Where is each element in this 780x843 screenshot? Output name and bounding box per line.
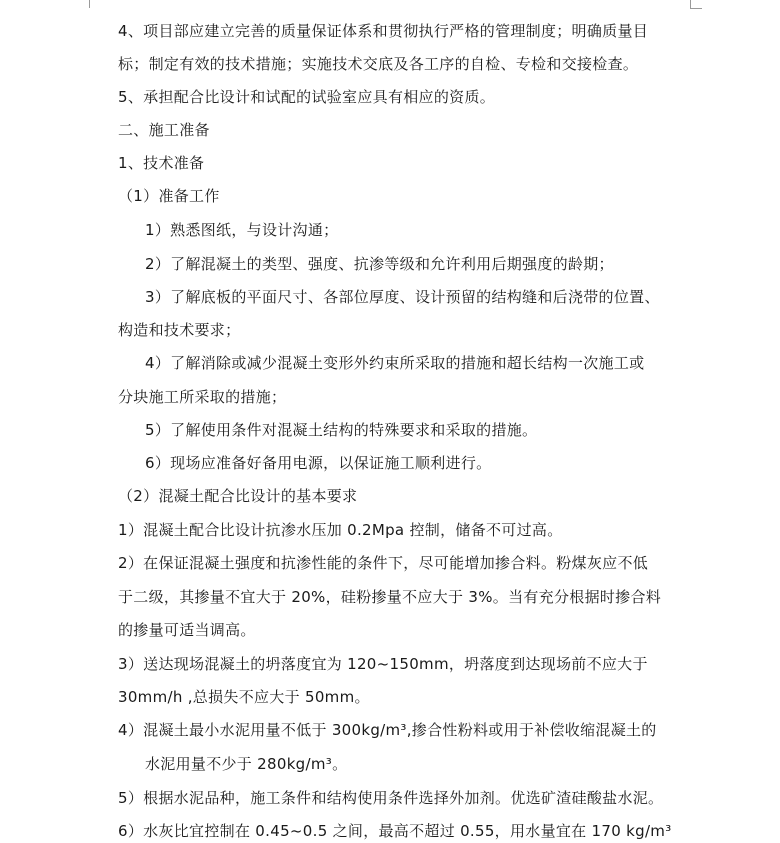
list-item-continuation: 水泥用量不少于 280kg/m³。 — [145, 755, 348, 773]
subsection-heading: （2）混凝土配合比设计的基本要求 — [118, 487, 358, 505]
list-item: 1）混凝土配合比设计抗渗水压加 0.2Mpa 控制，储备不可过高。 — [118, 521, 563, 539]
list-item: 6）现场应准备好备用电源，以保证施工顺利进行。 — [145, 454, 492, 472]
list-item: 5）根据水泥品种，施工条件和结构使用条件选择外加剂。优选矿渣硅酸盐水泥。 — [118, 789, 664, 807]
list-item: 1）熟悉图纸，与设计沟通； — [145, 221, 339, 239]
list-item: 6）水灰比宜控制在 0.45~0.5 之间，最高不超过 0.55，用水量宜在 170 kg/m³ — [118, 822, 672, 840]
subsection-heading: （1）准备工作 — [118, 187, 220, 205]
list-item: 3）了解底板的平面尺寸、各部位厚度、设计预留的结构缝和后浇带的位置、 — [145, 288, 660, 306]
list-item: 4）混凝土最小水泥用量不低于 300kg/m³,掺合性粉料或用于补偿收缩混凝土的 — [118, 721, 657, 739]
list-item: 2）在保证混凝土强度和抗渗性能的条件下，尽可能增加掺合料。粉煤灰应不低 — [118, 554, 649, 572]
list-item: 4）了解消除或减少混凝土变形外约束所采取的措施和超长结构一次施工或 — [145, 354, 645, 372]
text-line: 标；制定有效的技术措施；实施技术交底及各工序的自检、专检和交接检查。 — [118, 55, 639, 73]
text-line: 4、项目部应建立完善的质量保证体系和贯彻执行严格的管理制度；明确质量目 — [118, 22, 649, 40]
subsection-heading: 1、技术准备 — [118, 154, 205, 172]
crop-mark-right-horizontal — [690, 8, 702, 9]
section-heading: 二、施工准备 — [118, 121, 210, 139]
list-item-continuation: 分块施工所采取的措施； — [118, 388, 287, 406]
text-line: 5、承担配合比设计和试配的试验室应具有相应的资质。 — [118, 88, 496, 106]
list-item: 3）送达现场混凝土的坍落度宜为 120~150mm，坍落度到达现场前不应大于 — [118, 655, 648, 673]
list-item-continuation: 于二级，其掺量不宜大于 20%，硅粉掺量不应大于 3%。当有充分根据时掺合料 — [118, 588, 662, 606]
list-item-continuation: 的掺量可适当调高。 — [118, 621, 256, 639]
list-item-continuation: 30mm/h ,总损失不应大于 50mm。 — [118, 688, 370, 706]
crop-mark-left-vertical — [89, 0, 90, 8]
list-item-continuation: 构造和技术要求； — [118, 321, 241, 339]
list-item: 5）了解使用条件对混凝土结构的特殊要求和采取的措施。 — [145, 421, 538, 439]
crop-mark-right-vertical — [690, 0, 691, 8]
list-item: 2）了解混凝土的类型、强度、抗渗等级和允许利用后期强度的龄期； — [145, 255, 614, 273]
